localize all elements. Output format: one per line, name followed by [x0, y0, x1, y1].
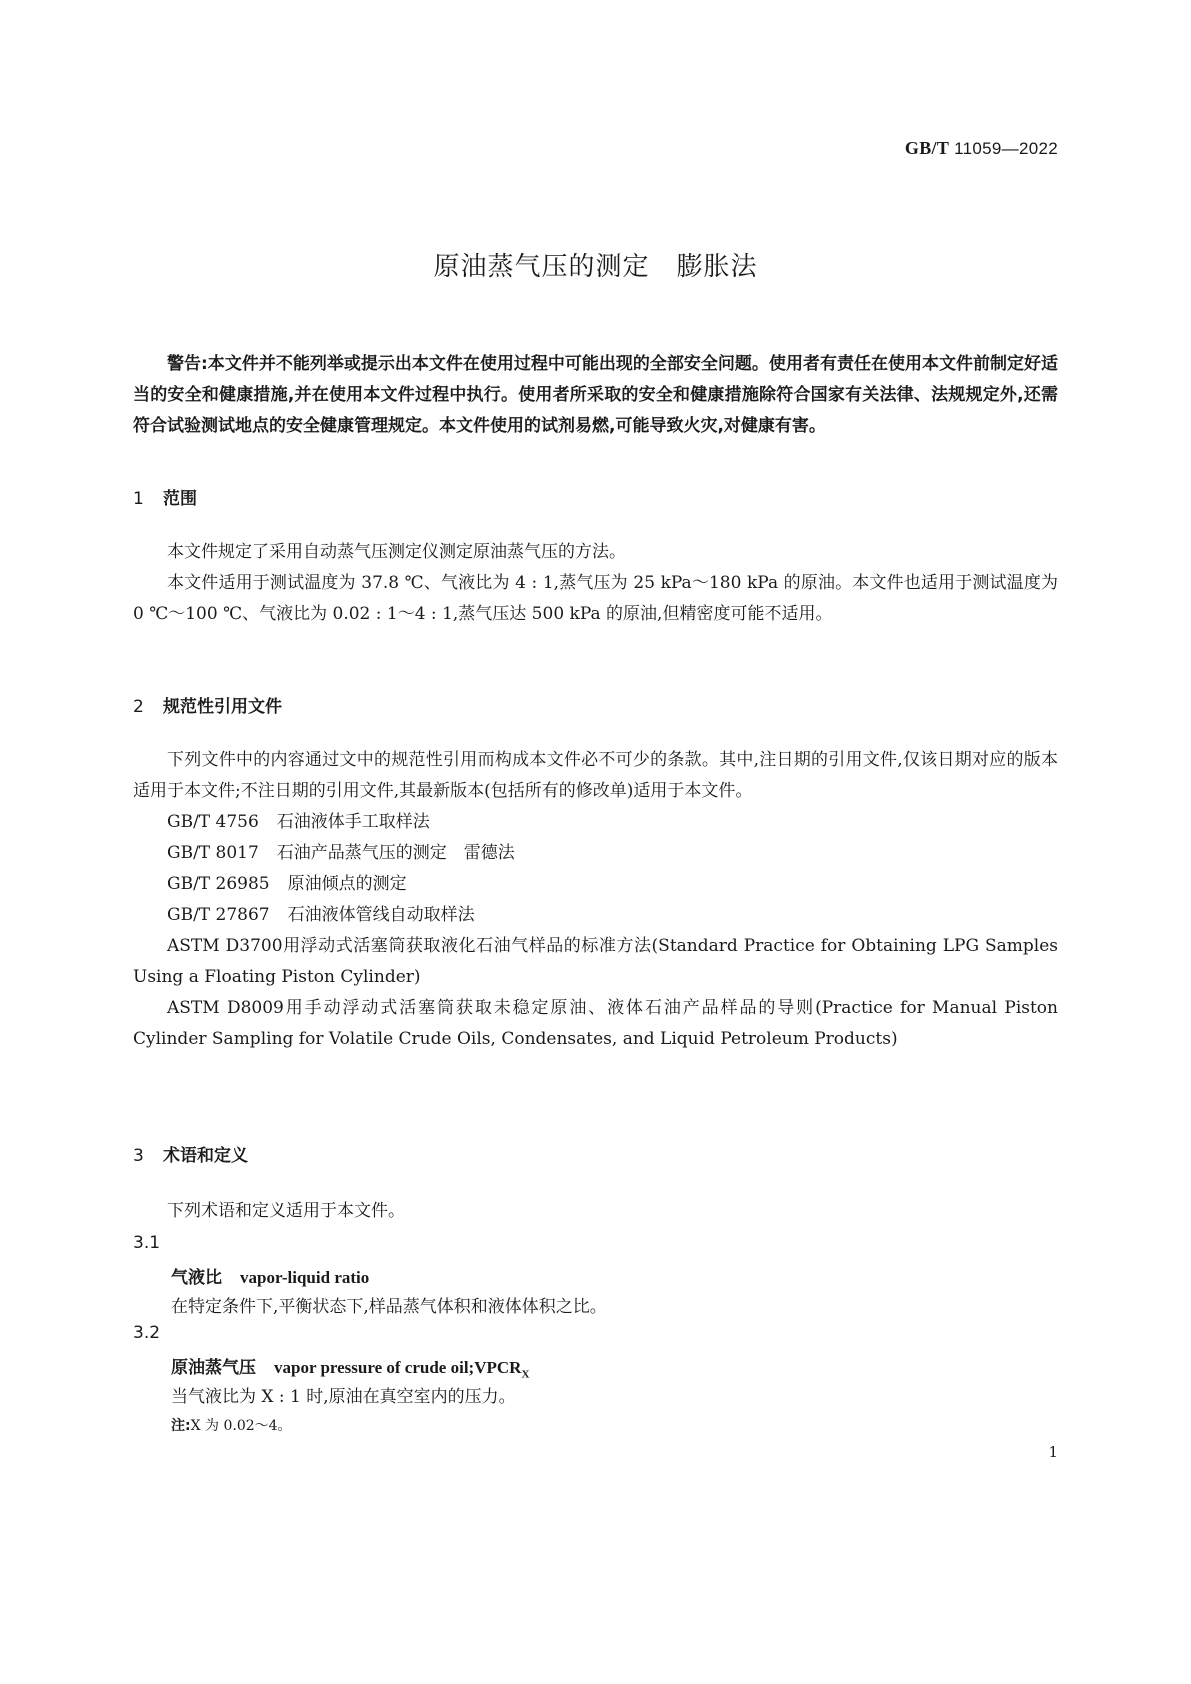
term-title: 原油蒸气压 vapor pressure of crude $oil;VPCR_X$ — [171, 1358, 530, 1381]
term-definition: 当气液比为 X : 1 时,原油在真空室内的压力。 — [171, 1387, 516, 1407]
reference-item-long: ASTM D3700用浮动式活塞筒获取液化石油气样品的标准方法(Standard Practice for Obtaining LPG Samples Using a Floating Piston Cylinder) — [133, 936, 1058, 987]
section-3-intro: 下列术语和定义适用于本文件。 — [167, 1201, 405, 1221]
reference-item: GB/T 27867 石油液体管线自动取样法 — [167, 905, 475, 925]
section-2-body — [133, 745, 1058, 1055]
page-number: 1 — [1048, 1443, 1058, 1461]
standard-code-number: 11059—2022 — [949, 139, 1058, 158]
reference-item: GB/T 4756 石油液体手工取样法 — [167, 812, 430, 832]
standard-code — [905, 138, 1058, 159]
standard-code-prefix: GB/T — [904, 138, 950, 158]
reference-item-long: ASTM D8009用手动浮动式活塞筒获取未稳定原油、液体石油产品样品的导则(Practice for Manual Piston Cylinder Sampling for Volatile Crude Oils, Condensates, and Liquid Petroleum Products) — [133, 998, 1058, 1049]
reference-item: GB/T 8017 石油产品蒸气压的测定 雷德法 — [167, 843, 515, 863]
safety-warning: 警告:本文件并不能列举或提示出本文件在使用过程中可能出现的全部安全问题。使用者有责任在使用本文件前制定好适当的安全和健康措施,并在使用本文件过程中执行。使用者所采取的安全和健康措施除符合国家有关法律、法规规定外,还需符合试验测试地点的安全健康管理规定。本文件使用的试剂易燃,可能导致火灾,对健康有害。 — [133, 354, 1058, 436]
reference-item: GB/T 26985 原油倾点的测定 — [167, 874, 407, 894]
term-note: 注:X 为 0.02～4。 — [171, 1418, 292, 1434]
term-title: 气液比 vapor-liquid ratio — [171, 1268, 370, 1288]
references-intro: 下列文件中的内容通过文中的规范性引用而构成本文件必不可少的条款。其中,注日期的引用文件,仅该日期对应的版本适用于本文件;不注日期的引用文件,其最新版本(包括所有的修改单)适用于本文件。 — [133, 750, 1058, 801]
document-title: 原油蒸气压的测定 膨胀法 — [433, 252, 758, 282]
term-number: 3.1 — [133, 1233, 161, 1253]
term-number: 3.2 — [133, 1323, 161, 1343]
section-1-body — [133, 537, 1058, 630]
section-2-heading: 2 规范性引用文件 — [133, 697, 282, 717]
term-definition: 在特定条件下,平衡状态下,样品蒸气体积和液体体积之比。 — [171, 1297, 607, 1317]
scope-paragraph-2: 本文件适用于测试温度为 37.8 ℃、气液比为 4 : 1,蒸气压为 25 kPa～180 kPa 的原油。本文件也适用于测试温度为 0 ℃～100 ℃、气液比为 0.02 : 1～4 : 1,蒸气压达 500 kPa 的原油,但精密度可能不适用。 — [133, 573, 1058, 624]
scope-paragraph-1: 本文件规定了采用自动蒸气压测定仪测定原油蒸气压的方法。 — [167, 542, 626, 562]
section-1-heading: 1 范围 — [133, 489, 197, 509]
section-3-heading: 3 术语和定义 — [133, 1146, 248, 1166]
